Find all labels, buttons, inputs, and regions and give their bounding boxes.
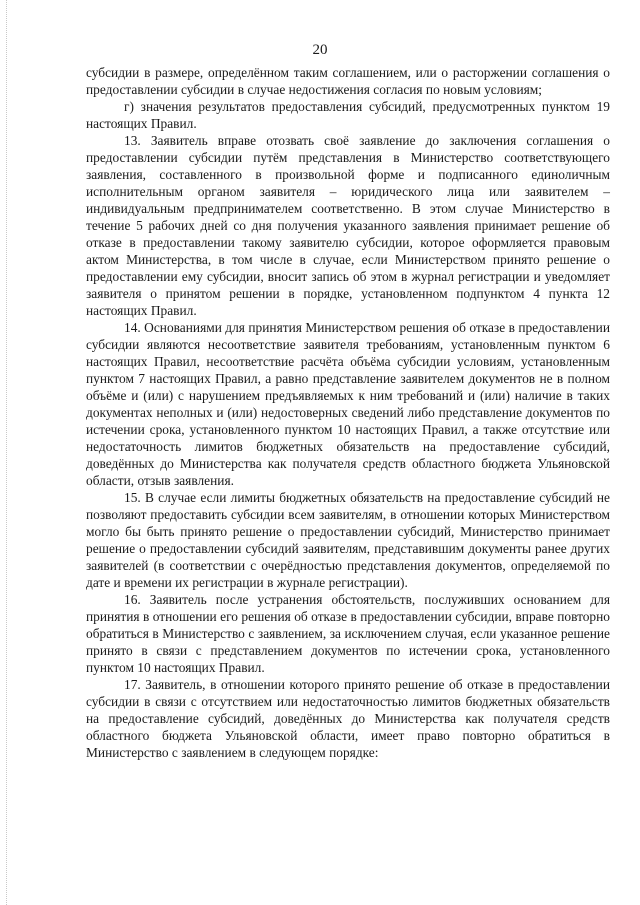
paragraph-13: 13. Заявитель вправе отозвать своё заявление до заключения соглашения о предоставлении субсидии путём представления в Министерство соответствующего заявления, составленного в произвольной форме и подписанного единоличным исполнительным органом заявителя – юридического лица или заявителем – индивидуальным предпринимателем соответственно. В этом случае Министерство в течение 5 рабочих дней со дня получения указанного заявления принимает решение об отказе в предоставлении такому заявителю субсидии, которое оформляется правовым актом Министерства, в том числе в случае, если Министерством принято решение о предоставлении ему субсидии, вносит запись об этом в журнал регистрации и уведомляет заявителя о принятом решении в порядке, установленном подпунктом 4 пункта 12 настоящих Правил. bbox=[86, 133, 610, 318]
document-body bbox=[86, 64, 610, 761]
paragraph-17: 17. Заявитель, в отношении которого принято решение об отказе в предоставлении субсидии в связи с отсутствием или недостаточностью лимитов бюджетных обязательств на предоставление субсидий, доведённых до Министерства как получателя средств областного бюджета Ульяновской области, имеет право повторно обратиться в Министерство с заявлением в следующем порядке: bbox=[86, 677, 610, 760]
paragraph-continuation: субсидии в размере, определённом таким соглашением, или о расторжении соглашения о предоставлении субсидии в случае недостижения согласия по новым условиям; bbox=[86, 65, 610, 97]
paragraph-item-g: г) значения результатов предоставления субсидий, предусмотренных пунктом 19 настоящих Правил. bbox=[86, 99, 610, 131]
page-edge-border bbox=[6, 0, 8, 905]
paragraph-14: 14. Основаниями для принятия Министерством решения об отказе в предоставлении субсидии являются несоответствие заявителя требованиям, установленным пунктом 6 настоящих Правил, несоответствие расчёта объёма субсидии условиям, установленным пунктом 7 настоящих Правил, а равно представление заявителем документов не в полном объёме и (или) с нарушением предъявляемых к ним требований и (или) наличие в таких документах неполных и (или) недостоверных сведений либо представление документов по истечении срока, установленного пунктом 10 настоящих Правил, а также отсутствие или недостаточность лимитов бюджетных обязательств на предоставление субсидий, доведённых до Министерства как получателя средств областного бюджета Ульяновской области, отзыв заявления. bbox=[86, 320, 610, 488]
page-number: 20 bbox=[312, 42, 328, 58]
paragraph-16: 16. Заявитель после устранения обстоятельств, послуживших основанием для принятия в отношении его решения об отказе в предоставлении субсидии, вправе повторно обратиться в Министерство с заявлением, за исключением случая, если указанное решение принято в связи с представлением документов по истечении срока, установленного пунктом 10 настоящих Правил. bbox=[86, 592, 610, 675]
paragraph-15: 15. В случае если лимиты бюджетных обязательств на предоставление субсидий не позволяют предоставить субсидии всем заявителям, в отношении которых Министерством могло бы быть принято решение о предоставлении субсидий, Министерство принимает решение о предоставлении субсидий заявителям, представившим документы ранее других заявителей (в соответствии с очерёдностью представления документов, определяемой по дате и времени их регистрации в журнале регистрации). bbox=[86, 490, 610, 590]
